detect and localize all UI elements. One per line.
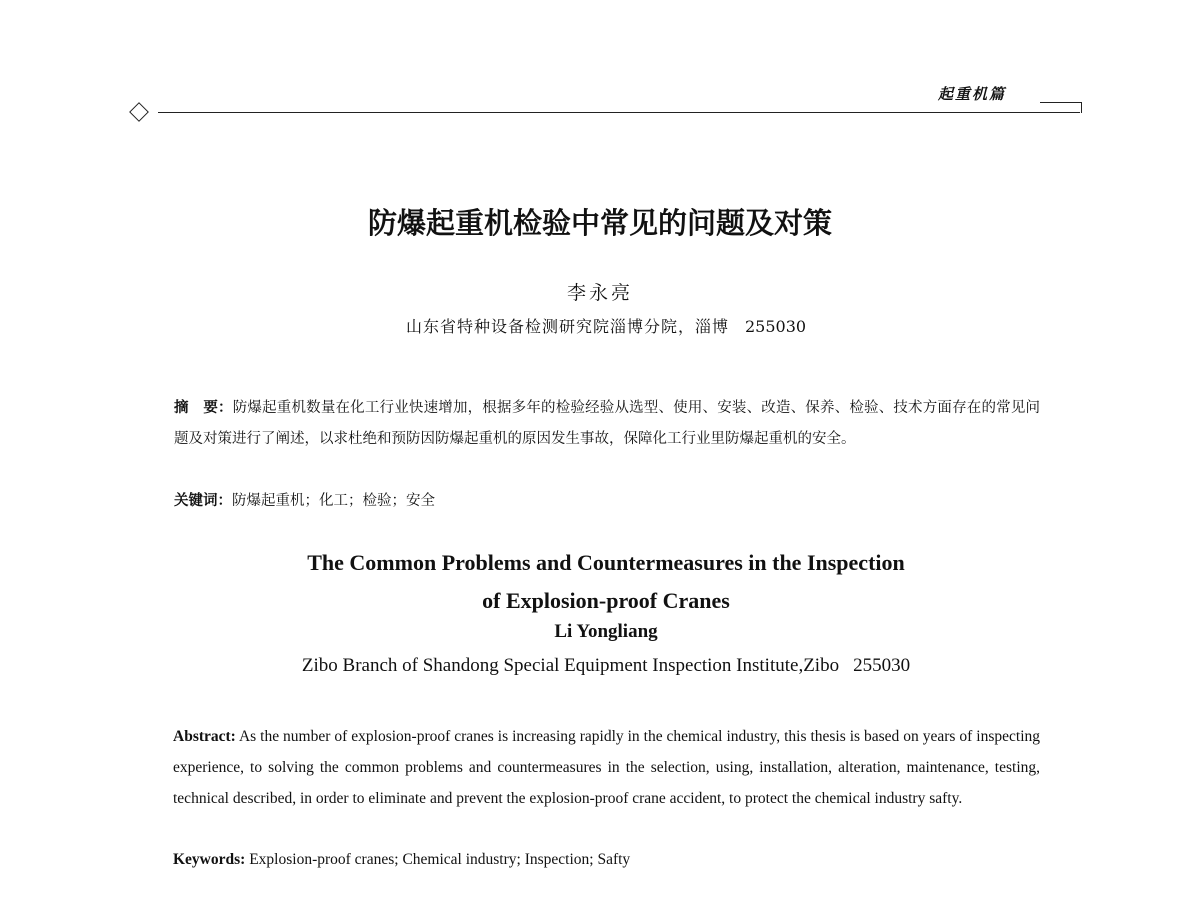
english-author: Li Yongliang bbox=[554, 621, 658, 642]
english-title-line-1: The Common Problems and Countermeasures in the Inspection bbox=[307, 550, 905, 575]
chinese-author: 李永亮 bbox=[566, 282, 633, 304]
english-affiliation bbox=[0, 655, 1200, 677]
chinese-abstract-label: 摘 要： bbox=[174, 399, 233, 416]
english-affiliation-text: Zibo Branch of Shandong Special Equipment Inspection Institute,Zibo bbox=[301, 655, 840, 676]
chinese-affiliation bbox=[0, 314, 1200, 337]
english-keywords bbox=[173, 844, 630, 875]
chinese-postcode: 255030 bbox=[744, 317, 807, 336]
english-abstract-label: Abstract: bbox=[173, 728, 236, 745]
english-keywords-text: Explosion-proof cranes; Chemical industry; Inspection; Safty bbox=[249, 851, 631, 868]
chinese-keywords-text: 防爆起重机；化工；检验；安全 bbox=[232, 493, 435, 509]
english-title bbox=[0, 544, 1200, 620]
header-rule bbox=[158, 112, 1080, 113]
chinese-affiliation-text: 山东省特种设备检测研究院淄博分院，淄博 bbox=[405, 317, 729, 336]
english-abstract bbox=[173, 721, 1040, 814]
section-label: 起重机篇 bbox=[938, 85, 1007, 103]
chinese-keywords-label: 关键词： bbox=[174, 492, 232, 509]
english-postcode: 255030 bbox=[853, 655, 911, 676]
english-title-line-2: of Explosion-proof Cranes bbox=[482, 588, 730, 613]
chinese-title: 防爆起重机检验中常见的问题及对策 bbox=[367, 206, 832, 240]
chinese-keywords bbox=[174, 485, 435, 517]
english-abstract-text: As the number of explosion-proof cranes is increasing rapidly in the chemical industry, this thesis is based on years of inspecting experience, to solving the common problems and countermeasures in the selection, using, installation, alteration, maintenance, testing, technical described, in order to eliminate and prevent the explosion-proof crane accident, to protect the chemical industry safty. bbox=[173, 728, 1040, 807]
chinese-abstract-text: 防爆起重机数量在化工行业快速增加，根据多年的检验经验从选型、使用、安装、改造、保养、检验、技术方面存在的常见问题及对策进行了阐述，以求杜绝和预防因防爆起重机的原因发生事故，保障化工行业里防爆起重机的安全。 bbox=[174, 400, 1041, 447]
chinese-abstract bbox=[174, 392, 1040, 455]
diamond-icon bbox=[129, 102, 149, 122]
header-end-mark bbox=[1040, 102, 1082, 113]
english-keywords-label: Keywords: bbox=[173, 851, 246, 868]
